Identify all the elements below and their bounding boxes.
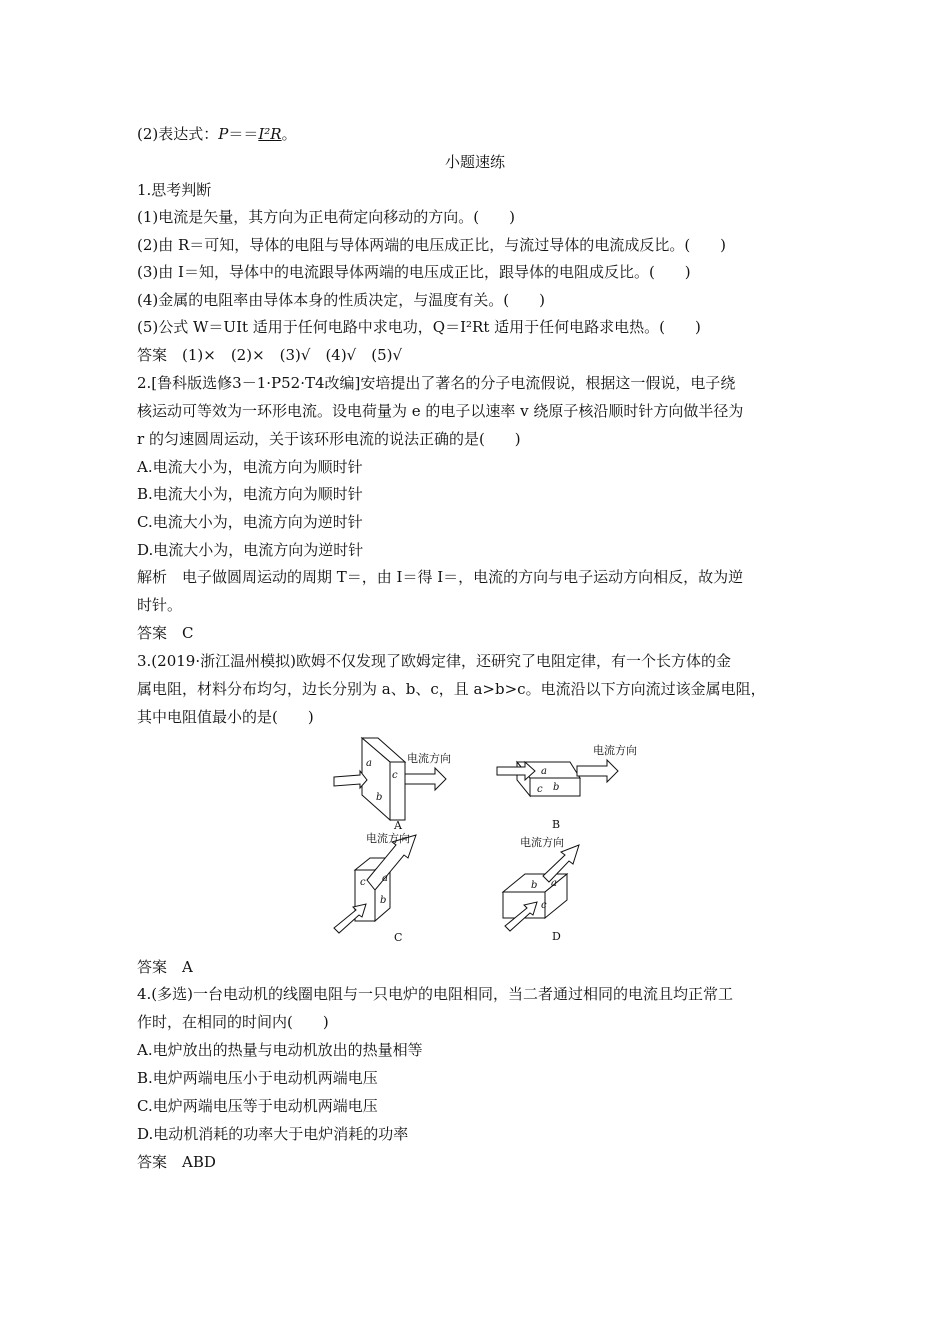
q4-stem-1: 4.(多选)一台电动机的线圈电阻与一只电炉的电阻相同，当二者通过相同的电流且均正常工: [137, 985, 734, 1003]
q4-stem-2: 作时，在相同的时间内( ): [137, 1013, 329, 1031]
fig-d-current-label: 电流方向: [520, 836, 564, 849]
q2-option-c: C.电流大小为，电流方向为逆时针: [137, 513, 363, 531]
formula-p: P: [218, 125, 229, 143]
q1-item-1: (1)电流是矢量，其方向为正电荷定向移动的方向。( ): [137, 208, 515, 226]
fig-a-current-label: 电流方向: [407, 752, 451, 765]
q2-option-a: A.电流大小为，电流方向为顺时针: [137, 458, 363, 476]
fig-a-edge-b: b: [376, 792, 383, 803]
fig-d-caption: D: [552, 930, 561, 943]
q2-stem-2: 核运动可等效为一环形电流。设电荷量为 e 的电子以速率 v 绕原子核沿顺时针方向做半径为: [137, 402, 744, 420]
q1-item-4: (4)金属的电阻率由导体本身的性质决定，与温度有关。( ): [137, 291, 545, 309]
q1-item-5: (5)公式 W＝UIt 适用于任何电路中求电功，Q＝I²Rt 适用于任何电路求电热。( ): [137, 318, 701, 336]
q2-option-b: B.电流大小为，电流方向为顺时针: [137, 485, 363, 503]
figure-option-d: [495, 830, 635, 943]
fig-c-edge-b: b: [380, 895, 387, 906]
q4-option-b: B.电炉两端电压小于电动机两端电压: [137, 1069, 378, 1087]
figure-option-c: [330, 828, 470, 943]
fig-d-edge-c: c: [541, 900, 547, 911]
q2-analysis-2: 时针。: [137, 596, 183, 614]
q4-option-c: C.电炉两端电压等于电动机两端电压: [137, 1097, 378, 1115]
q2-option-d: D.电流大小为，电流方向为逆时针: [137, 541, 364, 559]
q1-item-3: (3)由 I＝知，导体中的电流跟导体两端的电压成正比，跟导体的电阻成反比。( ): [137, 263, 691, 281]
fig-b-caption: B: [552, 818, 561, 831]
q3-stem-3: 其中电阻值最小的是( ): [137, 708, 314, 726]
fig-b-edge-c: c: [537, 784, 543, 795]
section-title: 小题速练: [444, 153, 505, 171]
fig-d-edge-a: a: [551, 878, 557, 889]
formula-i2r: I²R: [258, 125, 282, 143]
fig-c-edge-c: c: [360, 877, 366, 888]
fig-a-caption: A: [394, 819, 402, 832]
fig-d-edge-b: b: [531, 880, 538, 891]
fig-c-current-label: 电流方向: [366, 832, 410, 845]
fig-a-edge-a: a: [366, 758, 372, 769]
fig-c-caption: C: [394, 931, 403, 944]
fig-b-current-label: 电流方向: [593, 744, 637, 757]
q4-option-a: A.电炉放出的热量与电动机放出的热量相等: [137, 1041, 423, 1059]
q4-answer: 答案 ABD: [137, 1153, 216, 1171]
q2-answer: 答案 C: [137, 624, 194, 642]
formula-prefix: (2)表达式：: [137, 125, 219, 143]
q4-option-d: D.电动机消耗的功率大于电炉消耗的功率: [137, 1125, 409, 1143]
q3-answer: 答案 A: [137, 958, 193, 976]
q1-title: 1.思考判断: [137, 181, 212, 199]
fig-a-edge-c: c: [392, 770, 398, 781]
power-formula-line: [137, 124, 817, 144]
figure-option-b: [495, 740, 635, 832]
figure-option-a: [330, 735, 480, 830]
fig-c-edge-a: a: [382, 873, 388, 884]
q3-stem-1: 3.(2019·浙江温州模拟)欧姆不仅发现了欧姆定律，还研究了电阻定律，有一个长方体的金: [137, 652, 731, 670]
q2-analysis-1: 解析 电子做圆周运动的周期 T＝，由 I＝得 I＝，电流的方向与电子运动方向相反，故为逆: [137, 568, 744, 586]
q1-item-2: (2)由 R＝可知，导体的电阻与导体两端的电压成正比，与流过导体的电流成反比。( ): [137, 236, 727, 254]
fig-b-edge-b: b: [553, 782, 560, 793]
q2-stem-1: 2.[鲁科版选修3－1·P52·T4改编]安培提出了著名的分子电流假说，根据这一假说，电子绕: [137, 374, 736, 392]
q1-answer: 答案 (1)× (2)× (3)√ (4)√ (5)√: [137, 346, 403, 364]
formula-equals: ＝＝: [228, 125, 259, 143]
q2-stem-3: r 的匀速圆周运动，关于该环形电流的说法正确的是( ): [137, 430, 521, 448]
formula-end: 。: [281, 125, 297, 143]
fig-b-edge-a: a: [541, 766, 547, 777]
q3-stem-2: 属电阻，材料分布均匀，边长分别为 a、b、c，且 a>b>c。电流沿以下方向流过该金属电阻，: [137, 680, 766, 698]
